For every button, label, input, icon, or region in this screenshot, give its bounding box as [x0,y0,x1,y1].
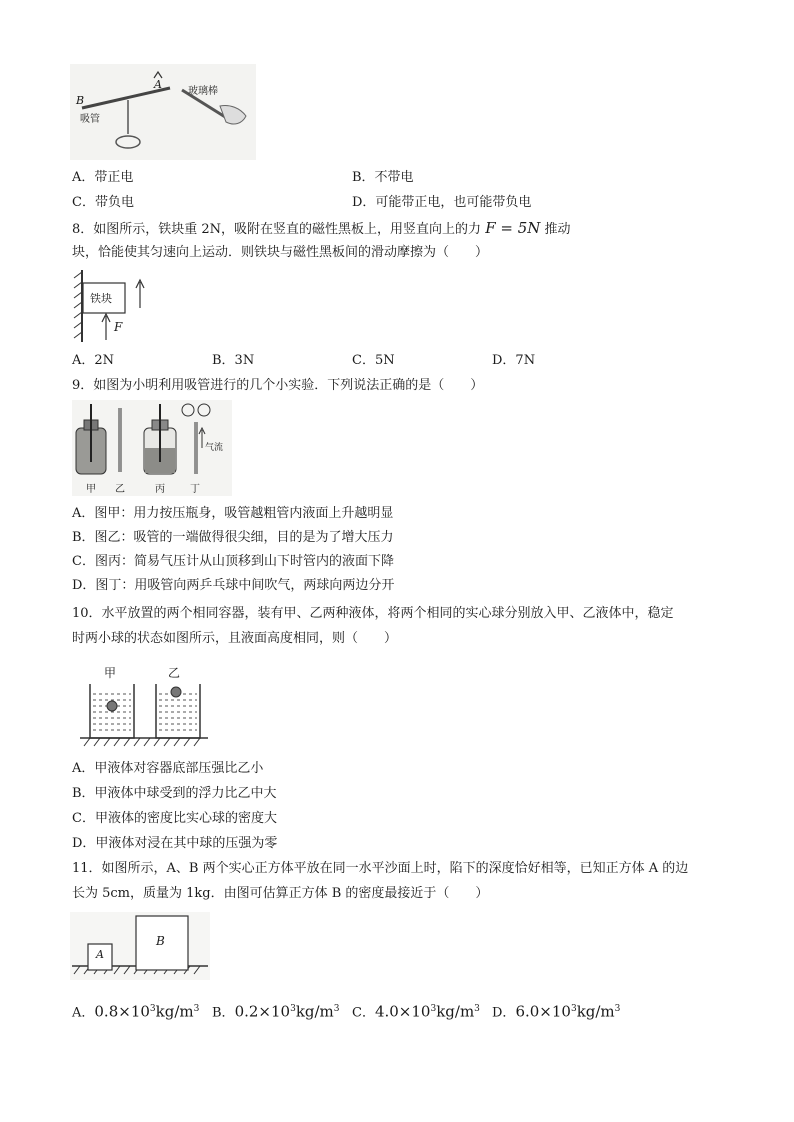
q9-option-b: B．图乙：吸管的一端做得很尖细，目的是为了增大压力 [72,530,394,545]
q8-force-value: F = 5N [485,219,541,237]
q11-figure [70,912,210,980]
q11-stem-line1: 11．如图所示，A、B 两个实心正方体平放在同一水平沙面上时，陷下的深度恰好相等，已知正方体 A 的边 [72,861,689,876]
q7-label-glass-rod: 玻璃棒 [188,86,218,97]
q11-option-a [72,1000,199,1022]
q10-label-yi: 乙 [168,666,181,680]
q8-option-c: C．5N [352,353,395,368]
q8-stem-line1 [72,219,571,239]
q11-option-d-exp: 3 [570,1004,577,1014]
q9-label-yi: 乙 [115,484,125,495]
q8-force-label: F [114,320,123,334]
q8-stem-pre: 8．如图所示，铁块重 2N，吸附在竖直的磁性黑板上，用竖直向上的力 [72,222,482,237]
q11-option-a-unit: kg/m [155,1002,194,1021]
q11-option-c-unit: kg/m [436,1002,475,1021]
q11-label-b: B [156,934,165,948]
q8-stem-line2: 块，恰能使其匀速向上运动．则铁块与磁性黑板间的滑动摩擦为（ ） [72,245,489,260]
q9-label-jia: 甲 [86,484,96,495]
q7-label-a: A [154,78,162,91]
q10-option-a: A．甲液体对容器底部压强比乙小 [72,761,264,776]
q10-label-jia: 甲 [104,666,117,680]
q11-option-a-unit-exp: 3 [193,1004,200,1014]
q11-option-d-letter: D． [492,1005,516,1021]
q10-option-d: D．甲液体对浸在其中球的压强为零 [72,836,278,851]
q7-label-b: B [76,94,85,107]
q11-option-b-value: 0.2×10 [234,1002,291,1021]
q9-stem: 9．如图为小明利用吸管进行的几个小实验．下列说法正确的是（ ） [72,378,484,393]
q9-label-airflow: 气流 [205,443,224,453]
q11-option-c-letter: C． [352,1005,375,1021]
q11-option-a-letter: A． [72,1005,95,1021]
q11-option-b-unit-exp: 3 [333,1004,340,1014]
q8-stem-post: 推动 [544,222,571,237]
q8-option-b: B．3N [212,353,255,368]
q11-option-d-value: 6.0×10 [515,1002,571,1021]
q7-option-a: A．带正电 [72,170,134,185]
q11-option-a-exp: 3 [149,1004,156,1014]
q11-option-c [352,1000,480,1022]
q11-option-d [492,1000,620,1022]
q7-option-d: D．可能带正电，也可能带负电 [352,195,532,210]
q11-option-b-unit: kg/m [295,1002,334,1021]
q11-option-c-value: 4.0×10 [374,1002,431,1021]
q9-label-bing: 丙 [155,484,165,495]
q10-stem-line2: 时两小球的状态如图所示，且液面高度相同，则（ ） [72,631,398,646]
q11-stem-line2: 长为 5cm，质量为 1kg．由图可估算正方体 B 的密度最接近于（ ） [72,886,489,901]
q11-option-c-unit-exp: 3 [474,1004,480,1014]
q7-option-b: B．不带电 [352,170,414,185]
q11-option-b-exp: 3 [290,1004,296,1014]
q11-option-c-exp: 3 [430,1004,437,1014]
q9-figure [72,400,232,496]
q9-option-a: A．图甲：用力按压瓶身，吸管越粗管内液面上升越明显 [72,506,394,521]
q10-option-c: C．甲液体的密度比实心球的密度大 [72,811,277,826]
q11-option-b [212,1000,340,1022]
q8-figure [72,268,158,344]
q10-option-b: B．甲液体中球受到的浮力比乙中大 [72,786,277,801]
q9-option-d: D．图丁：用吸管向两乒乓球中间吹气，两球向两边分开 [72,578,395,593]
q10-stem-line1: 10．水平放置的两个相同容器，装有甲、乙两种液体，将两个相同的实心球分别放入甲、乙液体中，稳定 [72,606,674,621]
q7-figure [70,64,256,160]
q8-option-a: A．2N [72,353,115,368]
q7-option-c: C．带负电 [72,195,134,210]
q8-option-d: D．7N [492,353,536,368]
q11-option-d-unit: kg/m [576,1002,615,1021]
q11-option-d-unit-exp: 3 [614,1004,621,1014]
q11-label-a: A [96,948,104,961]
q10-figure [72,656,212,748]
q9-label-ding: 丁 [190,484,200,495]
q9-option-c: C．图丙：简易气压计从山顶移到山下时管内的液面下降 [72,554,394,569]
q11-option-b-letter: B． [212,1005,235,1021]
q8-block-label: 铁块 [90,292,112,305]
q7-label-straw: 吸管 [80,114,100,125]
q11-option-a-value: 0.8×10 [94,1002,150,1021]
